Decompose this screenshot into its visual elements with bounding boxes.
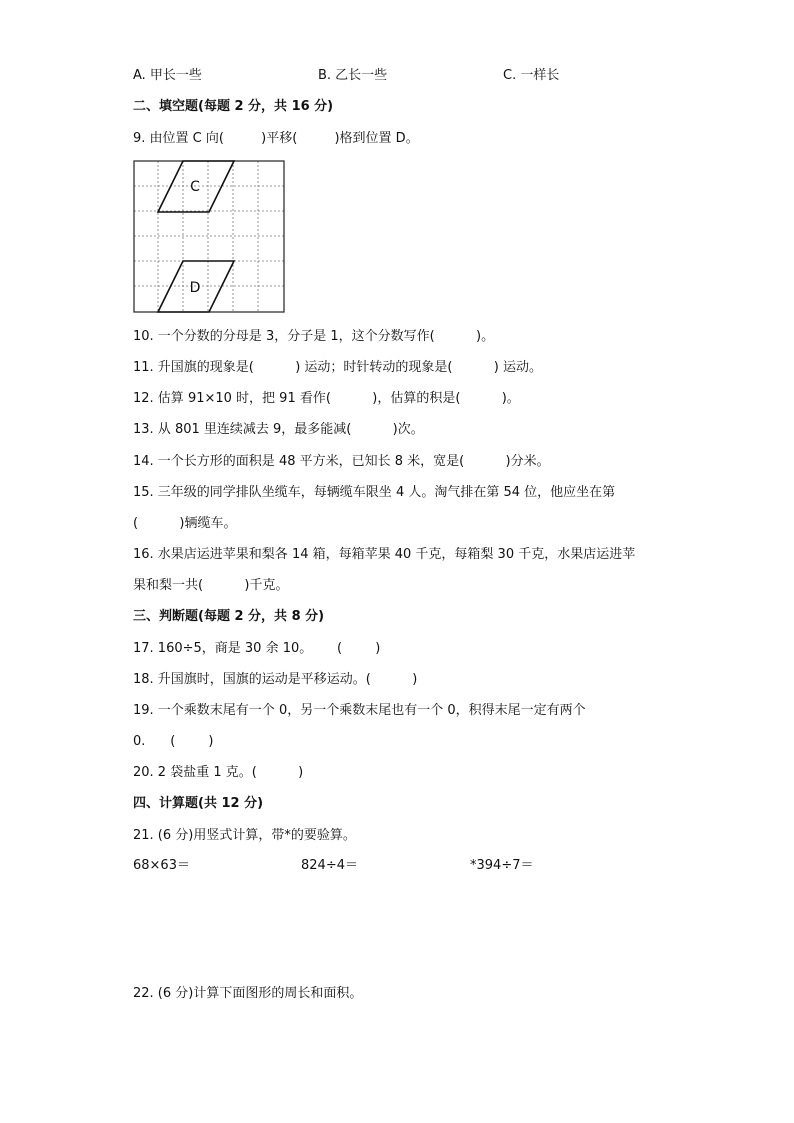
- q14-text: 14. 一个长方形的面积是 48 平方米，已知长 8 米，宽是( )分米。: [133, 454, 550, 469]
- q15-line2: ( )辆缆车。: [133, 516, 237, 531]
- q21-problem-1: 68×63＝: [133, 858, 190, 873]
- grid-border: [134, 161, 284, 312]
- section3-heading: 三、判断题(每题 2 分，共 8 分): [133, 609, 325, 624]
- q12-text: 12. 估算 91×10 时，把 91 看作( )，估算的积是( )。: [133, 391, 520, 406]
- q21-text: 21. (6 分)用竖式计算，带*的要验算。: [133, 828, 356, 843]
- q18-text: 18. 升国旗时，国旗的运动是平移运动。( ): [133, 672, 418, 687]
- q16-line1: 16. 水果店运进苹果和梨各 14 箱，每箱苹果 40 千克，每箱梨 30 千克，水果店运进苹: [133, 547, 636, 562]
- q9-text: 9. 由位置 C 向( )平移( )格到位置 D。: [133, 131, 419, 146]
- q11-text: 11. 升国旗的现象是( ) 运动；时针转动的现象是( ) 运动。: [133, 360, 543, 375]
- q19-line2: 0. ( ): [133, 734, 214, 749]
- section2-heading: 二、填空题(每题 2 分，共 16 分): [133, 99, 334, 114]
- q17-text: 17. 160÷5，商是 30 余 10。 ( ): [133, 641, 381, 656]
- q8-option-a: A. 甲长一些: [133, 68, 202, 83]
- q13-text: 13. 从 801 里连续减去 9，最多能减( )次。: [133, 422, 424, 437]
- q21-problem-2: 824÷4＝: [301, 858, 358, 873]
- translation-grid-figure: [133, 160, 285, 313]
- q8-option-c: C. 一样长: [503, 68, 560, 83]
- q21-problem-3: *394÷7＝: [470, 858, 534, 873]
- q16-line2: 果和梨一共( )千克。: [133, 578, 289, 593]
- q22-text: 22. (6 分)计算下面图形的周长和面积。: [133, 986, 363, 1001]
- q19-line1: 19. 一个乘数末尾有一个 0，另一个乘数末尾也有一个 0，积得末尾一定有两个: [133, 703, 586, 718]
- shape-label-d: D: [189, 280, 201, 296]
- q10-text: 10. 一个分数的分母是 3，分子是 1，这个分数写作( )。: [133, 329, 495, 344]
- q8-option-b: B. 乙长一些: [318, 68, 388, 83]
- section4-heading: 四、计算题(共 12 分): [133, 796, 264, 811]
- shape-label-c: C: [190, 179, 200, 195]
- grid-lines: [134, 161, 284, 312]
- q20-text: 20. 2 袋盐重 1 克。( ): [133, 765, 304, 780]
- q15-line1: 15. 三年级的同学排队坐缆车，每辆缆车限坐 4 人。淘气排在第 54 位，他应坐在第: [133, 485, 616, 500]
